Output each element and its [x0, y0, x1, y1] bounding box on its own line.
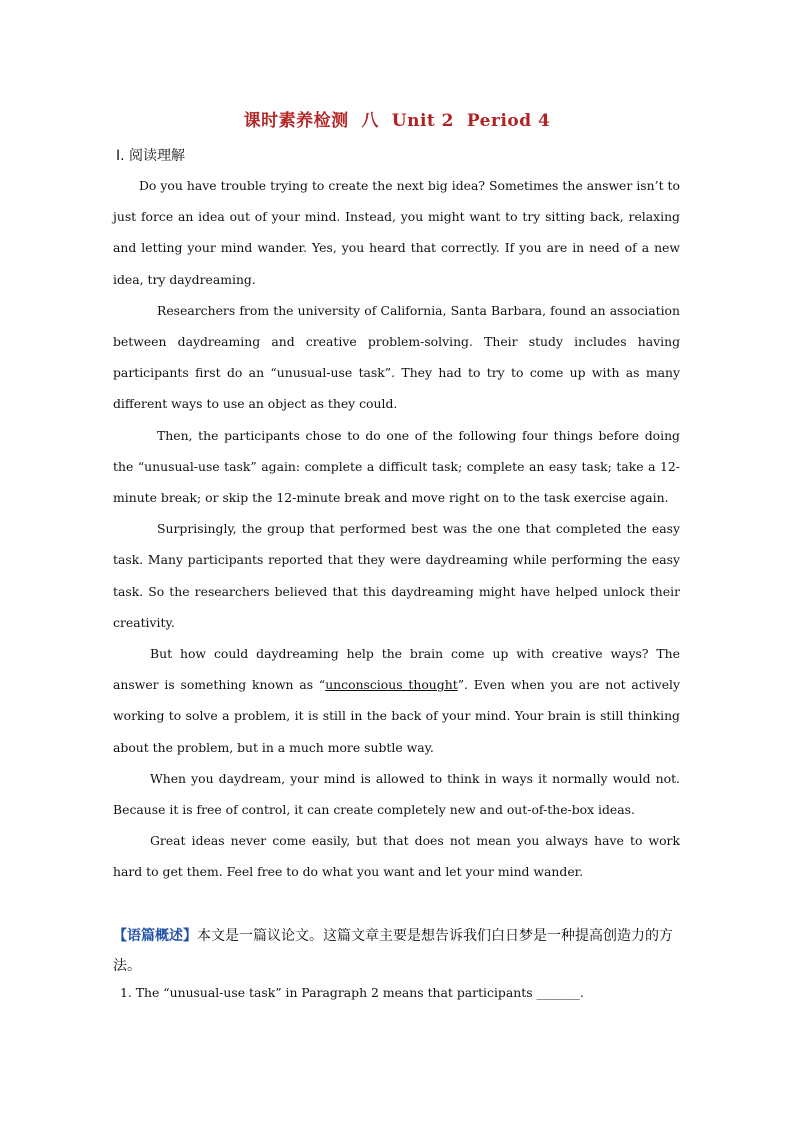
paragraph-2: Researchers from the university of California, Santa Barbara, found an association between daydreaming and creative problem-solving. Their study includes having participants first do an “unusual-use task”. They had to try to come up with as many different ways to use an object as they could. [113, 302, 680, 412]
paragraph-5 [113, 638, 680, 763]
paragraph-5-after: ”. Even when you are not actively working to solve a problem, it is still in the back of your mind. Your brain is still thinking about the problem, but in a much more subtle way. [113, 677, 681, 755]
passage-summary [113, 921, 680, 981]
underlined-phrase: unconscious thought [325, 677, 458, 693]
page-title: 课时素养检测 八 Unit 2 Period 4 [243, 111, 551, 131]
summary-tag: 【语篇概述】 [113, 928, 197, 944]
section-heading: Ⅰ. 阅读理解 [116, 148, 186, 164]
paragraph-6: When you daydream, your mind is allowed to think in ways it normally would not. Because it is free of control, it can create completely new and out-of-the-box ideas. [113, 770, 680, 818]
paragraph-5-before: But how could daydreaming help the brain come up with creative ways? The answer is something known as “ [113, 646, 680, 693]
paragraph-1: Do you have trouble trying to create the next big idea? Sometimes the answer isn’t to just force an idea out of your mind. Instead, you might want to try sitting back, relaxing and letting your mind wander. Yes, you heard that correctly. If you are in need of a new idea, try daydreaming. [113, 178, 680, 287]
question-1: 1. The “unusual-use task” in Paragraph 2 means that participants _______. [120, 985, 584, 1000]
paragraph-7: Great ideas never come easily, but that does not mean you always have to work hard to get them. Feel free to do what you want and let your mind wander. [113, 833, 680, 880]
paragraph-3: Then, the participants chose to do one of the following four things before doing the “unusual-use task” again: complete a difficult task; complete an easy task; take a 12-minute break; or skip the 12-minute break and move right on to the task exercise again. [113, 427, 680, 506]
paragraph-4: Surprisingly, the group that performed best was the one that completed the easy task. Many participants reported that they were daydreaming while performing the easy task. So the researchers believed that this daydreaming might have helped unlock their creativity. [113, 521, 680, 630]
summary-text: 本文是一篇议论文。这篇文章主要是想告诉我们白日梦是一种提高创造力的方法。 [113, 928, 673, 974]
reading-passage [113, 170, 680, 888]
